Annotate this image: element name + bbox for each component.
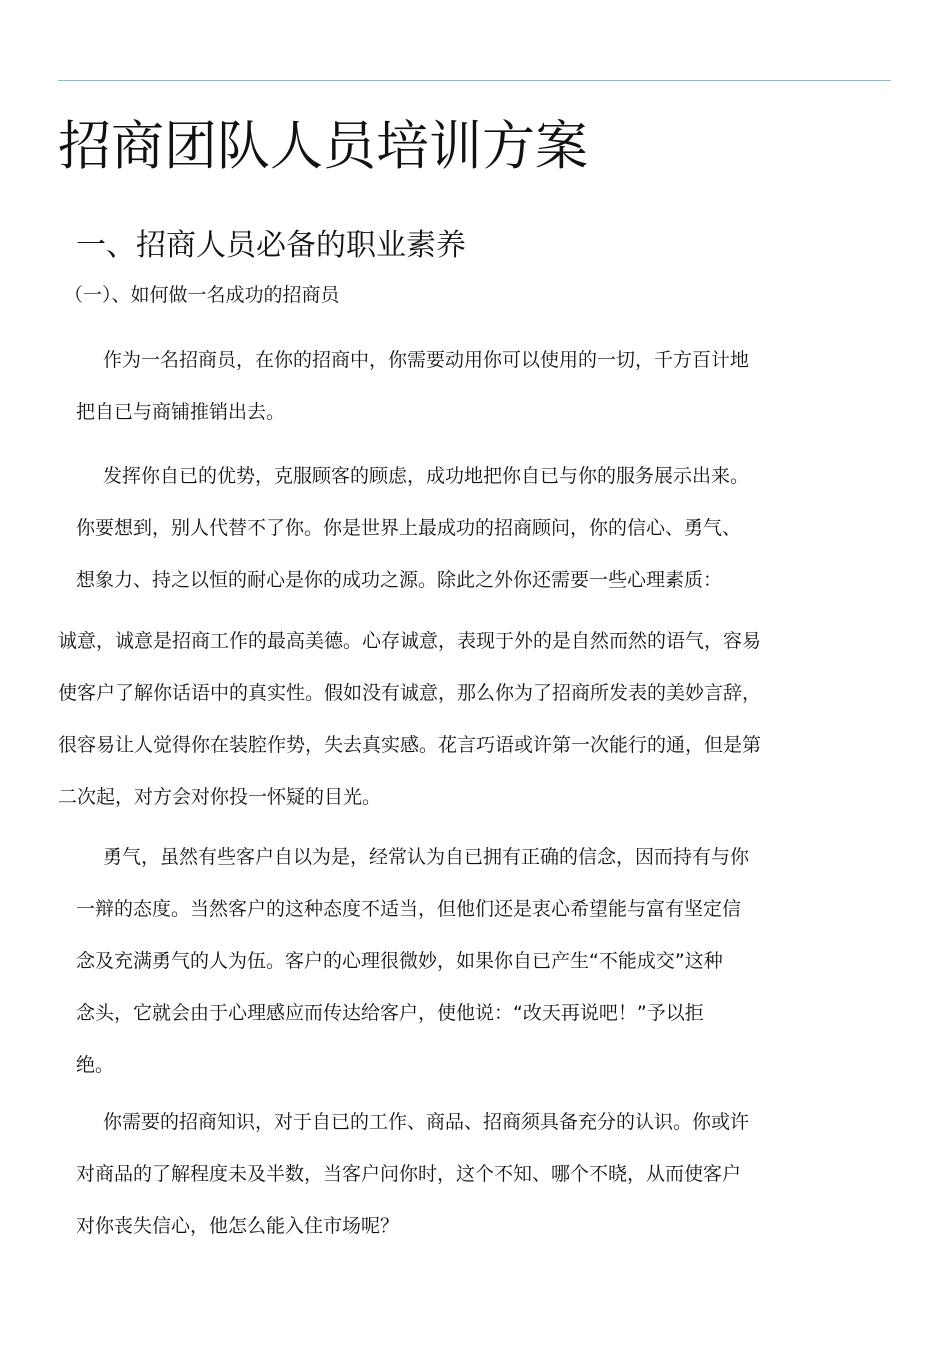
paragraph-line: 把自已与商铺推销出去。: [76, 401, 286, 423]
paragraph-3: [58, 615, 761, 823]
paragraph-line: 念及充满勇气的人为伍。客户的心理很微妙，如果你自已产生“不能成交”这种: [76, 950, 723, 972]
sub-heading: （一）、如何做一名成功的招商员: [64, 284, 340, 306]
paragraph-5: [76, 1096, 749, 1252]
paragraph-line: 念头，它就会由于心理感应而传达给客户，使他说：“改天再说吧！”予以拒: [76, 1002, 704, 1024]
paragraph-line: 诚意，诚意是招商工作的最高美德。心存诚意，表现于外的是自然而然的语气，容易: [58, 630, 762, 652]
document-title: 招商团队人员培训方案: [58, 116, 588, 177]
paragraph-line: 勇气，虽然有些客户自以为是，经常认为自已拥有正确的信念，因而持有与你: [103, 846, 750, 868]
paragraph-4: [76, 831, 749, 1091]
paragraph-line: 你需要的招商知识，对于自已的工作、商品、招商须具备充分的认识。你或许: [103, 1111, 750, 1133]
top-divider: [58, 80, 891, 81]
paragraph-line: 想象力、持之以恒的耐心是你的成功之源。除此之外你还需要一些心理素质：: [76, 569, 723, 591]
paragraph-line: 使客户了解你话语中的真实性。假如没有诚意，那么你为了招商所发表的美妙言辞，: [58, 682, 762, 704]
section-heading: 一、招商人员必备的职业素养: [76, 228, 466, 263]
paragraph-line: 对你丧失信心，他怎么能入住市场呢？: [76, 1215, 400, 1237]
paragraph-line: 绝。: [76, 1054, 115, 1076]
paragraph-line: 对商品的了解程度未及半数，当客户问你时，这个不知、哪个不晓，从而使客户: [76, 1163, 742, 1185]
paragraph-1: [76, 334, 749, 438]
paragraph-line: 一辩的态度。当然客户的这种态度不适当，但他们还是衷心希望能与富有坚定信: [76, 898, 742, 920]
paragraph-line: 二次起，对方会对你投一怀疑的目光。: [58, 786, 382, 808]
paragraph-line: 很容易让人觉得你在装腔作势，失去真实感。花言巧语或许第一次能行的通，但是第: [58, 734, 762, 756]
paragraph-2: [76, 450, 749, 606]
paragraph-line: 发挥你自已的优势，克服顾客的顾虑，成功地把你自已与你的服务展示出来。: [103, 465, 750, 487]
paragraph-line: 作为一名招商员，在你的招商中，你需要动用你可以使用的一切，千方百计地: [103, 349, 750, 371]
paragraph-line: 你要想到，别人代替不了你。你是世界上最成功的招商顾问，你的信心、勇气、: [76, 517, 742, 539]
